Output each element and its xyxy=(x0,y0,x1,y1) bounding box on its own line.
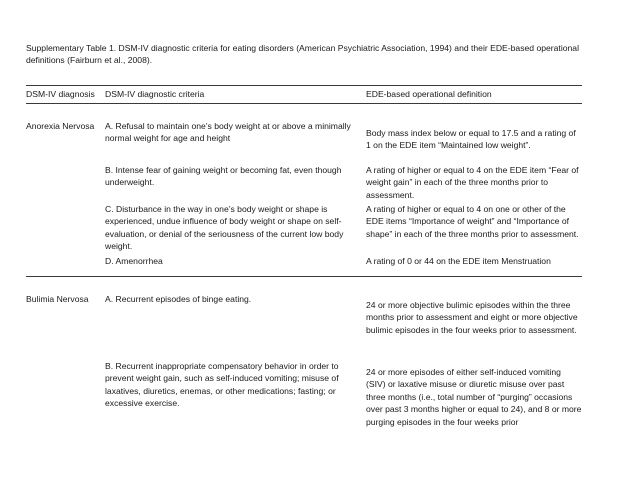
diagnosis-bulimia: Bulimia Nervosa xyxy=(26,294,89,304)
definition-an-a: Body mass index below or equal to 17.5 and a rating of 1 on the EDE item “Maintained low weight”. xyxy=(366,128,576,151)
section-rule xyxy=(26,276,582,277)
header-rule xyxy=(26,103,582,104)
table-caption: Supplementary Table 1. DSM-IV diagnostic criteria for eating disorders (American Psychiatric Association, 1994) and their EDE-based operational definitions (Fairburn et al., 2008). xyxy=(26,43,579,66)
definition-bn-a: 24 or more objective bulimic episodes within the three months prior to assessment and eight or more objective bulimic episodes in the four weeks prior to assessment. xyxy=(366,300,578,335)
criterion-an-a: A. Refusal to maintain one’s body weight at or above a minimally normal weight for age and height xyxy=(105,121,351,144)
header-definition: EDE-based operational definition xyxy=(366,89,492,99)
top-rule xyxy=(26,85,582,86)
definition-an-d: A rating of 0 or 44 on the EDE item Menstruation xyxy=(366,256,551,266)
criterion-an-b: B. Intense fear of gaining weight or becoming fat, even though underweight. xyxy=(105,165,342,188)
criterion-an-d: D. Amenorrhea xyxy=(105,256,163,266)
definition-an-c: A rating of higher or equal to 4 on one or other of the EDE items “Importance of weight” and “Importance of shape” in each of the three months prior to assessment. xyxy=(366,204,579,239)
criterion-an-c: C. Disturbance in the way in one’s body weight or shape is experienced, undue influence of body weight or shape on self-evaluation, or denial of the seriousness of the current low body weight. xyxy=(105,204,344,252)
criterion-bn-b: B. Recurrent inappropriate compensatory behavior in order to prevent weight gain, such as self-induced vomiting; misuse of laxatives, diuretics, enemas, or other medications; fasting; or excessive exercise. xyxy=(105,361,339,409)
header-criteria: DSM-IV diagnostic criteria xyxy=(105,89,205,99)
header-diagnosis: DSM-IV diagnosis xyxy=(26,89,95,99)
definition-an-b: A rating of higher or equal to 4 on the EDE item “Fear of weight gain” in each of the three months prior to assessment. xyxy=(366,165,579,200)
diagnosis-anorexia: Anorexia Nervosa xyxy=(26,121,95,131)
definition-bn-b: 24 or more episodes of either self-induced vomiting (SIV) or laxative misuse or diuretic misuse over past three months (i.e., total number of “purging” occasions over past 3 months higher or equal to 24), and 8 or more purging episodes in the four weeks prior xyxy=(366,367,582,427)
criterion-bn-a: A. Recurrent episodes of binge eating. xyxy=(105,294,252,304)
